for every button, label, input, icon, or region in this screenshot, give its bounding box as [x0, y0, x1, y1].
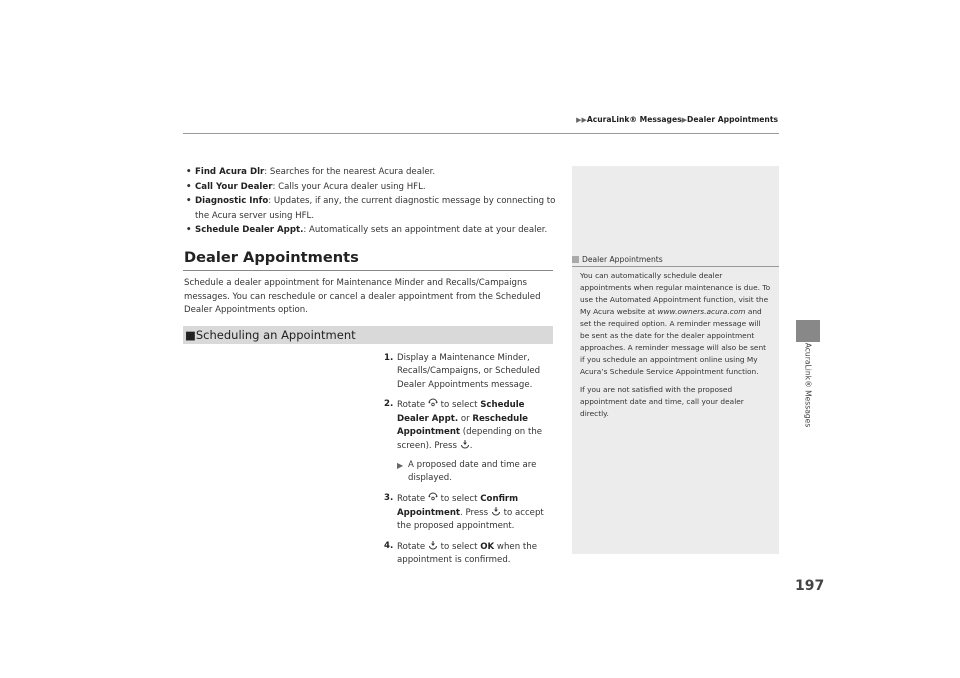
- step-number: 3.: [384, 492, 394, 503]
- bullet-text: : Automatically sets an appointment date at your dealer.: [303, 225, 548, 235]
- bullet-term: Schedule Dealer Appt.: [195, 225, 304, 235]
- menu-option: OK: [480, 541, 495, 552]
- step-3: [384, 492, 554, 534]
- list-item: • Schedule Dealer Appt.: Automatically sets an appointment date at your dealer.: [186, 225, 548, 235]
- page-title: Dealer Appointments: [184, 249, 359, 266]
- interface-dial-rotate-icon: [428, 398, 438, 408]
- interface-dial-press-icon: [491, 506, 501, 516]
- step-text: . Press: [460, 508, 491, 519]
- step-text: to select: [440, 400, 481, 411]
- step-result: [397, 459, 554, 486]
- step-text: to select: [440, 541, 481, 552]
- sidebar-text: You can automatically schedule dealer appointments when regular maintenance is due. To use the Automated Appointment function, visit the My Acura website at: [580, 271, 771, 316]
- step-text: to select: [440, 493, 481, 504]
- step-text: Rotate: [397, 541, 426, 552]
- triangle-icon: ▶▶: [576, 116, 587, 124]
- interface-dial-rotate-icon: [428, 492, 438, 502]
- step-number: 2.: [384, 399, 394, 410]
- interface-dial-press-icon: [428, 540, 438, 550]
- interface-dial-press-icon: [460, 439, 470, 449]
- bullet-term: Diagnostic Info: [195, 196, 269, 206]
- step-2: [384, 398, 554, 454]
- header-rule: [183, 133, 779, 134]
- step-text: Rotate: [397, 493, 426, 504]
- steps-list: [384, 352, 554, 574]
- bullet-term: Find Acura Dlr: [195, 167, 265, 177]
- intro-paragraph: Schedule a dealer appointment for Maintenance Minder and Recalls/Campaigns messages. You can reschedule or cancel a dealer appointment from the Scheduled Dealer Appointments option.: [184, 278, 541, 316]
- bullet-text: : Searches for the nearest Acura dealer.: [264, 167, 436, 177]
- step-4: [384, 540, 554, 568]
- step-number: 4.: [384, 540, 394, 551]
- section-heading: ■Scheduling an Appointment: [183, 326, 553, 344]
- title-rule: [183, 270, 553, 271]
- step-1: [384, 352, 554, 392]
- breadcrumb-page: Dealer Appointments: [687, 115, 778, 124]
- step-text: or: [458, 413, 473, 424]
- breadcrumb-section: AcuraLink® Messages: [586, 115, 682, 124]
- list-item: • Call Your Dealer: Calls your Acura dealer using HFL.: [186, 181, 426, 192]
- sidebar-title-text: Dealer Appointments: [582, 255, 663, 264]
- step-text: Display a Maintenance Minder, Recalls/Campaigns, or Scheduled Dealer Appointments message.: [397, 353, 541, 390]
- sidebar-text: and set the required option. A reminder message will be sent as the date for the dealer appointment approaches. A reminder message will also be sent if you schedule an appointment online using My Acura’s Schedule Service Appointment function.: [580, 307, 767, 376]
- result-arrow-icon: ▶: [397, 460, 404, 470]
- step-number: 1.: [384, 353, 394, 363]
- sidebar-title: [572, 255, 779, 264]
- sidebar-rule: [572, 266, 779, 267]
- feature-list: [186, 165, 566, 238]
- bullet-text: : Calls your Acura dealer using HFL.: [272, 181, 426, 192]
- result-text: A proposed date and time are displayed.: [408, 459, 537, 484]
- step-text: .: [469, 441, 473, 452]
- menu-option: Confirm Appointment: [397, 493, 519, 519]
- list-item: • Diagnostic Info: Updates, if any, the current diagnostic message by connecting to the Acura server using HFL.: [186, 196, 556, 221]
- menu-option: Schedule Dealer Appt.: [397, 400, 525, 424]
- bullet-term: Call Your Dealer: [195, 181, 273, 192]
- list-item: • Find Acura Dlr: Searches for the nearest Acura dealer.: [186, 167, 436, 177]
- step-text: Rotate: [397, 400, 426, 411]
- sidebar-paragraph: [580, 270, 772, 378]
- breadcrumb: [576, 115, 778, 124]
- website-link[interactable]: www.owners.acura.com: [657, 307, 746, 316]
- step-text: to accept the proposed appointment.: [397, 508, 544, 532]
- bullet-text: : Updates, if any, the current diagnostic message by connecting to the Acura server using HFL.: [195, 196, 556, 221]
- note-marker-icon: [572, 256, 579, 263]
- chapter-tab-label: AcuraLink® Messages: [803, 342, 813, 428]
- step-text: (depending on the screen). Press: [397, 427, 543, 452]
- page-number: 197: [795, 578, 825, 594]
- menu-option: Reschedule Appointment: [397, 413, 529, 438]
- triangle-icon: ▶: [681, 116, 688, 124]
- step-text: when the appointment is confirmed.: [397, 541, 537, 566]
- sidebar-paragraph: If you are not satisfied with the proposed appointment date and time, call your dealer directly.: [580, 385, 744, 418]
- sidebar-body: [580, 270, 772, 426]
